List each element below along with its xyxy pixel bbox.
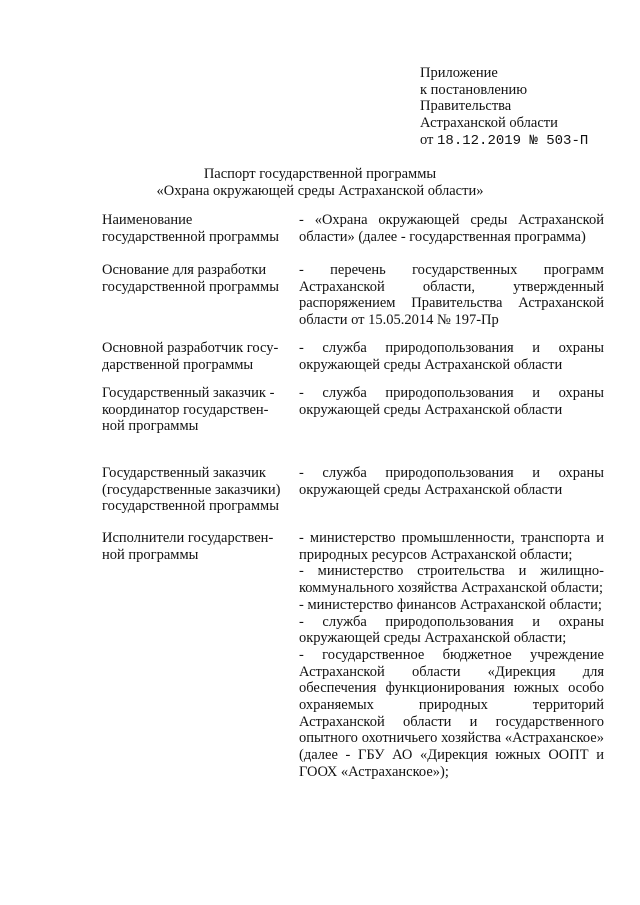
appendix-line-1: Приложение: [420, 65, 498, 81]
row-value: [299, 530, 604, 781]
label-line: Наименование: [102, 212, 193, 228]
decree-date-number: 18.12.2019 № 503-П: [437, 132, 589, 149]
value-item: - государственное бюджетное учреждение Астраханской области «Дирекция для обеспечения функционирования южных особо охраняемых природных территорий Астраханской области и государственного опытного охотничьего хозяйства «Астраханское» (далее - ГБУ АО «Дирекция южных ООПТ и ГООХ «Астраханское»);: [299, 646, 604, 780]
value-item: - министерство финансов Астраханской области;: [299, 596, 602, 613]
row-label: [102, 212, 292, 245]
appendix-header: [420, 65, 620, 150]
value-item: - служба природопользования и охраны окружающей среды Астраханской области: [299, 340, 604, 373]
label-line: государственной программы: [102, 278, 279, 295]
row-value: [299, 385, 604, 418]
appendix-decree-line: [420, 132, 620, 150]
row-label: [102, 385, 292, 435]
document-title: [0, 166, 640, 199]
row-label: [102, 465, 292, 515]
row-value: [299, 340, 604, 373]
label-line: (государственные заказчики): [102, 481, 281, 498]
row-value: [299, 465, 604, 498]
label-line: дарственной программы: [102, 356, 254, 373]
value-item: - служба природопользования и охраны окружающей среды Астраханской области: [299, 385, 604, 418]
label-line: Государственный заказчик: [102, 465, 266, 481]
label-line: Основной разработчик госу-: [102, 340, 279, 356]
row-label: [102, 530, 292, 563]
row-label: [102, 262, 292, 295]
date-prefix: от: [420, 131, 434, 148]
row-value: [299, 212, 604, 245]
value-item: - «Охрана окружающей среды Астраханской области» (далее - государственная программа): [299, 212, 604, 245]
title-line-2: «Охрана окружающей среды Астраханской области»: [156, 182, 484, 199]
row-value: [299, 262, 604, 329]
label-line: ной программы: [102, 418, 199, 435]
label-line: Исполнители государствен-: [102, 530, 274, 546]
appendix-line-4: Астраханской области: [420, 115, 558, 132]
label-line: Государственный заказчик -: [102, 385, 275, 401]
label-line: государственной программы: [102, 498, 279, 515]
label-line: координатор государствен-: [102, 401, 269, 418]
appendix-line-2: к постановлению: [420, 81, 528, 98]
value-item: - перечень государственных программ Астраханской области, утвержденный распоряжением Правительства Астраханской области от 15.05.2014 № 197-Пр: [299, 262, 604, 329]
label-line: Основание для разработки: [102, 262, 267, 278]
row-label: [102, 340, 292, 373]
value-item: - министерство строительства и жилищно-коммунального хозяйства Астраханской области;: [299, 563, 604, 597]
title-line-1: Паспорт государственной программы: [203, 166, 437, 182]
appendix-line-3: Правительства: [420, 98, 512, 115]
value-item: - министерство промышленности, транспорта и природных ресурсов Астраханской области;: [299, 530, 604, 563]
value-item: - служба природопользования и охраны окружающей среды Астраханской области: [299, 465, 604, 498]
label-line: государственной программы: [102, 228, 279, 245]
label-line: ной программы: [102, 546, 199, 563]
value-item: - служба природопользования и охраны окружающей среды Астраханской области;: [299, 613, 604, 647]
